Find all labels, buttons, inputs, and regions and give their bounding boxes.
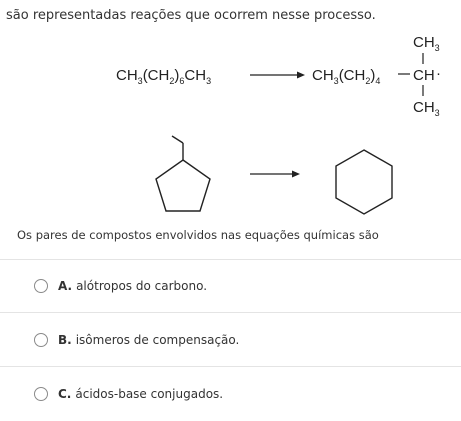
cyclohexane-structure <box>336 150 392 214</box>
radio-icon[interactable] <box>34 279 48 293</box>
radio-icon[interactable] <box>34 387 48 401</box>
svg-text:CH3: $CH_3$ <box>413 99 440 118</box>
option-a[interactable] <box>0 261 461 311</box>
svg-text:CH3(CH2)4: $CH_3(CH_2)_4$ <box>312 67 381 86</box>
option-label: isômeros de compensação. <box>75 333 240 347</box>
svg-text:CH: CH <box>413 67 435 84</box>
option-label: alótropos do carbono. <box>76 279 208 293</box>
svg-text:·: · <box>436 65 441 82</box>
option-label: ácidos-base conjugados. <box>75 387 224 401</box>
intro-text: são representadas reações que ocorrem nesse processo. <box>6 8 376 23</box>
svg-text:CH3(CH2)6CH3: $CH_3(CH_2)_6CH_3$ <box>116 67 212 86</box>
radio-icon[interactable] <box>34 333 48 347</box>
option-letter: B. <box>58 333 72 347</box>
question-text: Os pares de compostos envolvidos nas equações químicas são <box>17 228 379 242</box>
divider <box>0 259 461 260</box>
option-letter: C. <box>58 387 72 401</box>
methylcyclopentane-structure <box>156 136 210 211</box>
option-letter: A. <box>58 279 73 293</box>
option-b[interactable] <box>0 315 461 365</box>
divider <box>0 366 461 367</box>
reactant-formula <box>116 67 211 86</box>
reaction-arrow-1 <box>250 72 305 79</box>
product-formula <box>312 34 441 118</box>
svg-text:CH3: $CH_3$ <box>413 34 440 53</box>
divider <box>0 312 461 313</box>
reaction-arrow-2 <box>250 171 300 178</box>
option-c[interactable] <box>0 369 461 419</box>
